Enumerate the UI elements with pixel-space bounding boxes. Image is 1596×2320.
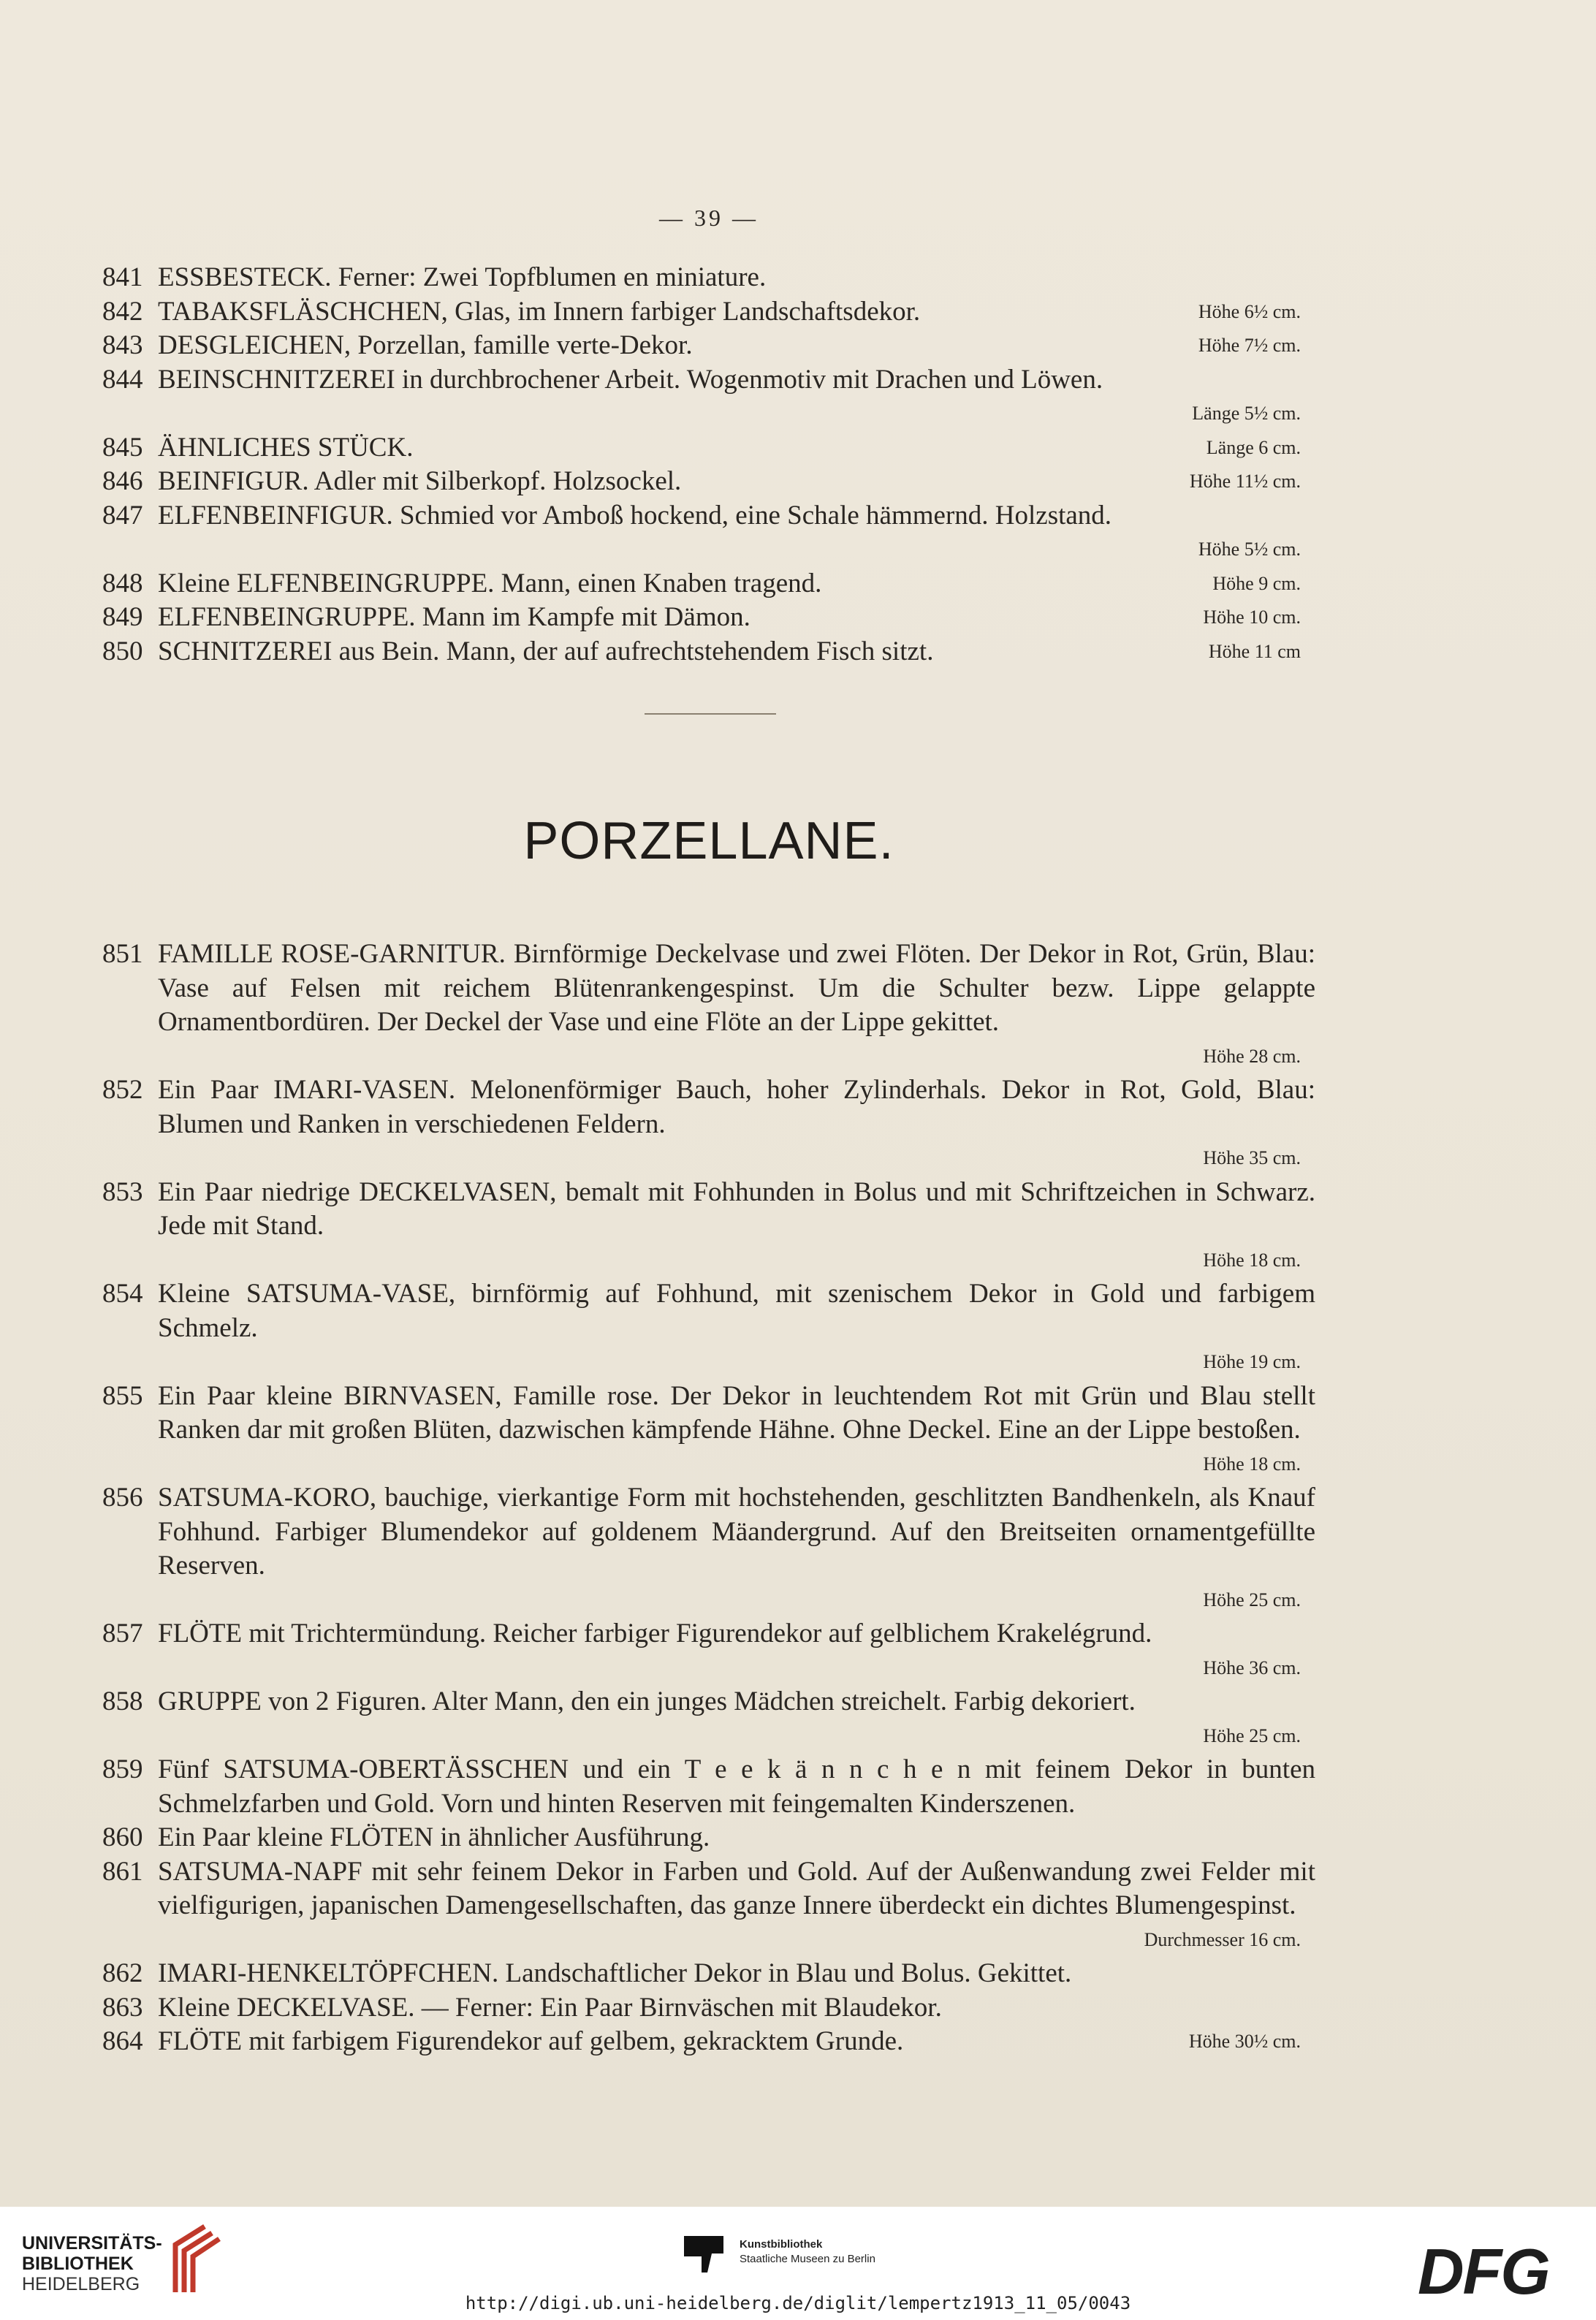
ub-logo-line3: HEIDELBERG — [22, 2274, 140, 2294]
catalog-entry — [102, 1991, 1315, 2026]
entry-description: ELFENBEINGRUPPE. Mann im Kampfe mit Dämon. — [158, 602, 750, 632]
entry-measurement: Höhe 25 cm. — [1203, 1589, 1301, 1610]
entry-description: Fünf SATSUMA-OBERTÄSSCHEN und ein T e e k ä n n c h e n mit feinem Dekor in bunten Schmelzfarben und Gold. Vorn und hinten Reserven mit feingemalten Kinderszenen. — [158, 1754, 1315, 1819]
entry-measurement: Höhe 11½ cm. — [1189, 471, 1301, 492]
section-divider — [645, 713, 776, 715]
catalog-entry — [102, 1380, 1315, 1482]
catalog-entry — [102, 601, 1315, 635]
catalog-entry — [102, 567, 1315, 601]
entry-number: 855 — [102, 1380, 143, 1411]
entry-measurement: Höhe 6½ cm. — [1198, 300, 1301, 322]
kb-line1: Kunstbibliothek — [740, 2238, 823, 2251]
entry-number: 859 — [102, 1754, 143, 1784]
entry-number: 842 — [102, 296, 143, 327]
entry-measurement: Höhe 7½ cm. — [1198, 335, 1301, 356]
entry-description: FAMILLE ROSE-GARNITUR. Birnförmige Deckelvase und zwei Flöten. Der Dekor in Rot, Grün, Blau: Vase auf Felsen mit reichem Blütenrankengespinst. Um die Schulter bezw. Lippe gelappte Ornamentbordüren. Der Deckel der Vase und eine Flöte an der Lippe gekittet. — [158, 939, 1315, 1037]
entry-number: 857 — [102, 1619, 143, 1648]
footer-bar — [0, 2207, 1596, 2320]
entry-number: 841 — [102, 262, 143, 292]
entry-description: FLÖTE mit farbigem Figurendekor auf gelbem, gekracktem Grunde. — [158, 2026, 904, 2056]
catalog-entry — [102, 1481, 1315, 1617]
catalog-entries-top — [102, 261, 1315, 669]
entry-number: 851 — [102, 939, 143, 969]
ub-heidelberg-logo[interactable] — [22, 2233, 162, 2294]
entry-description: IMARI-HENKELTÖPFCHEN. Landschaftlicher Dekor in Blau und Bolus. Gekittet. — [158, 1958, 1072, 1988]
catalog-entry — [102, 635, 1315, 669]
entry-measurement: Höhe 9 cm. — [1212, 572, 1301, 594]
entry-number: 860 — [102, 1822, 143, 1852]
catalog-entry — [102, 1277, 1315, 1380]
entry-number: 845 — [102, 432, 143, 463]
kb-line2: Staatliche Museen zu Berlin — [740, 2253, 875, 2265]
entry-description: Ein Paar IMARI-VASEN. Melonenförmiger Bauch, hoher Zylinderhals. Dekor in Rot, Gold, Blau: Blumen und Ranken in verschiedenen Feldern. — [158, 1075, 1315, 1139]
entry-number: 843 — [102, 330, 143, 360]
entry-description: SATSUMA-KORO, bauchige, vierkantige Form mit hochstehenden, geschlitzten Bandhenkeln, als Knauf Fohhund. Farbiger Blumendekor auf goldenem Mäandergrund. Auf den Breitseiten ornamentgefüllte Reserven. — [158, 1483, 1315, 1581]
entry-description: BEINFIGUR. Adler mit Silberkopf. Holzsockel. — [158, 466, 682, 496]
entry-number: 861 — [102, 1856, 143, 1887]
entry-number: 864 — [102, 2026, 143, 2056]
entry-number: 863 — [102, 1992, 143, 2023]
entry-number: 856 — [102, 1483, 143, 1513]
catalog-entry — [102, 1685, 1315, 1753]
catalog-entry — [102, 295, 1315, 330]
kunstbibliothek-label[interactable] — [740, 2237, 875, 2267]
entry-description: TABAKSFLÄSCHCHEN, Glas, im Innern farbiger Landschaftsdekor. — [158, 296, 921, 327]
catalog-entry — [102, 937, 1315, 1073]
entry-measurement: Höhe 28 cm. — [1203, 1045, 1301, 1067]
entry-number: 862 — [102, 1958, 143, 1988]
entry-number: 847 — [102, 500, 143, 530]
entry-description: SCHNITZEREI aus Bein. Mann, der auf aufrechtstehendem Fisch sitzt. — [158, 636, 934, 666]
ub-logo-line2: BIBLIOTHEK — [22, 2254, 134, 2274]
kunstbibliothek-eagle-icon — [680, 2229, 731, 2280]
catalog-entry — [102, 431, 1315, 465]
entry-number: 849 — [102, 602, 143, 632]
entry-number: 854 — [102, 1279, 143, 1309]
entry-description: Kleine ELFENBEINGRUPPE. Mann, einen Knaben tragend. — [158, 568, 822, 598]
page-number: — 39 — — [659, 205, 759, 231]
entry-description: ELFENBEINFIGUR. Schmied vor Amboß hockend, eine Schale hämmernd. Holzstand. — [158, 500, 1112, 530]
entry-measurement: Durchmesser 16 cm. — [1144, 1928, 1301, 1950]
catalog-entry — [102, 329, 1315, 363]
catalog-entries-porcelain — [102, 937, 1315, 2059]
entry-description: Ein Paar niedrige DECKELVASEN, bemalt mit Fohhunden in Bolus und mit Schriftzeichen in Schwarz. Jede mit Stand. — [158, 1176, 1315, 1241]
ub-logo-line1: UNIVERSITÄTS- — [22, 2233, 162, 2254]
entry-number: 846 — [102, 466, 143, 496]
entry-measurement: Höhe 35 cm. — [1203, 1147, 1301, 1168]
entry-number: 858 — [102, 1686, 143, 1716]
catalog-entry — [102, 2025, 1315, 2059]
entry-measurement: Höhe 18 cm. — [1203, 1453, 1301, 1475]
catalog-entry — [102, 1073, 1315, 1176]
entry-description: GRUPPE von 2 Figuren. Alter Mann, den ein junges Mädchen streichelt. Farbig dekoriert. — [158, 1686, 1136, 1716]
catalog-entry — [102, 1176, 1315, 1278]
entry-description: ÄHNLICHES STÜCK. — [158, 432, 414, 463]
entry-measurement: Höhe 5½ cm. — [1198, 539, 1301, 560]
entry-description: Ein Paar kleine FLÖTEN in ähnlicher Ausführung. — [158, 1822, 710, 1852]
entry-description: Ein Paar kleine BIRNVASEN, Famille rose. Der Dekor in leuchtendem Rot mit Grün und Blau stellt Ranken dar mit großen Blüten, dazwischen kämpfende Hähne. Ohne Deckel. Eine an der Lippe bestoßen. — [158, 1380, 1315, 1445]
entry-measurement: Länge 5½ cm. — [1192, 403, 1301, 424]
entry-description: Kleine DECKELVASE. — Ferner: Ein Paar Birnväschen mit Blaudekor. — [158, 1992, 942, 2023]
permalink-url[interactable]: http://digi.ub.uni-heidelberg.de/diglit/lempertz1913_11_05/0043 — [465, 2293, 1131, 2313]
catalog-entry — [102, 363, 1315, 431]
entry-measurement: Höhe 25 cm. — [1203, 1724, 1301, 1746]
catalog-entry — [102, 499, 1315, 567]
entry-measurement: Höhe 30½ cm. — [1188, 2031, 1301, 2052]
catalog-entry — [102, 1855, 1315, 1958]
ub-emblem-icon — [161, 2223, 222, 2296]
catalog-entry — [102, 261, 1315, 295]
entry-number: 853 — [102, 1176, 143, 1207]
entry-number: 844 — [102, 364, 143, 395]
entry-measurement: Höhe 11 cm — [1208, 640, 1301, 662]
entry-measurement: Höhe 10 cm. — [1203, 606, 1301, 628]
entry-measurement: Länge 6 cm. — [1206, 436, 1301, 458]
entry-description: DESGLEICHEN, Porzellan, famille verte-Dekor. — [158, 330, 693, 360]
entry-measurement: Höhe 19 cm. — [1203, 1351, 1301, 1372]
catalog-entry — [102, 465, 1315, 499]
dfg-logo[interactable]: DFG — [1418, 2235, 1549, 2308]
entry-description: Kleine SATSUMA-VASE, birnförmig auf Fohhund, mit szenischem Dekor in Gold und farbigem Schmelz. — [158, 1279, 1315, 1343]
entry-number: 852 — [102, 1075, 143, 1105]
entry-number: 848 — [102, 568, 143, 598]
entry-measurement: Höhe 36 cm. — [1203, 1657, 1301, 1678]
entry-description: ESSBESTECK. Ferner: Zwei Topfblumen en miniature. — [158, 262, 767, 292]
catalog-entry — [102, 1753, 1315, 1821]
entry-description: BEINSCHNITZEREI in durchbrochener Arbeit. Wogenmotiv mit Drachen und Löwen. — [158, 364, 1103, 395]
catalog-entry — [102, 1821, 1315, 1855]
catalog-entry — [102, 1617, 1315, 1685]
entry-measurement: Höhe 18 cm. — [1203, 1249, 1301, 1271]
entry-description: SATSUMA-NAPF mit sehr feinem Dekor in Farben und Gold. Auf der Außenwandung zwei Felder mit vielfigurigen, japanischen Damengesellschaften, das ganze Innere überdeckt ein dichtes Blumengespinst. — [158, 1856, 1315, 1920]
entry-description: FLÖTE mit Trichtermündung. Reicher farbiger Figurendekor auf gelblichem Krakelégrund. — [158, 1619, 1152, 1648]
catalog-entry — [102, 1957, 1315, 1991]
section-title: PORZELLANE. — [523, 812, 894, 870]
entry-number: 850 — [102, 636, 143, 666]
